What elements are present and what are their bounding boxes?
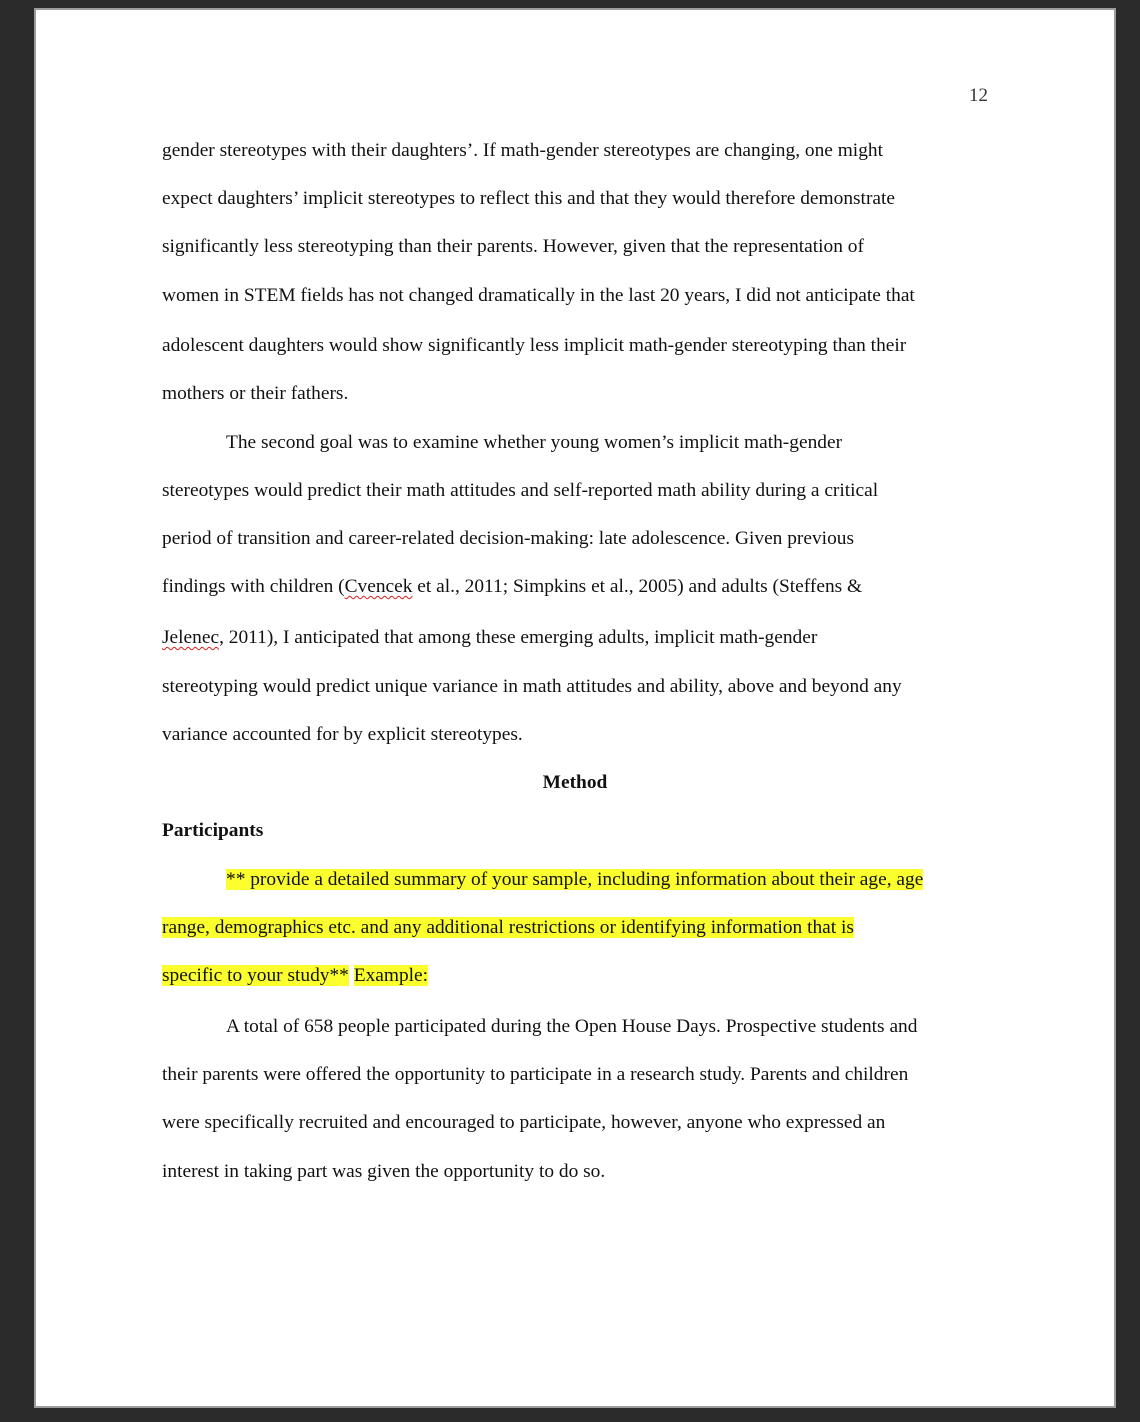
text-run: et al., 2011; Simpkins et al., 2005) and adults (Steffens & xyxy=(412,576,863,597)
paragraph-line xyxy=(162,574,862,600)
highlighted-text: ** provide a detailed summary of your sample, including information about their age, age xyxy=(226,869,924,890)
document-page xyxy=(36,10,1114,1406)
spellcheck-flagged-word[interactable]: Jelenec xyxy=(162,627,220,648)
paragraph-line xyxy=(162,625,817,651)
highlighted-instruction-line xyxy=(162,963,428,989)
paragraph-line: expect daughters’ implicit stereotypes to reflect this and that they would therefore demonstrate xyxy=(162,188,895,209)
highlighted-text: range, demographics etc. and any additional restrictions or identifying information that is xyxy=(162,917,854,938)
paragraph-line: their parents were offered the opportunity to participate in a research study. Parents and children xyxy=(162,1064,909,1085)
method-heading: Method xyxy=(542,772,608,793)
highlighted-text: Example: xyxy=(353,965,429,986)
highlighted-instruction-line xyxy=(226,867,923,893)
paragraph-line: A total of 658 people participated during the Open House Days. Prospective students and xyxy=(226,1016,918,1037)
paragraph-line: period of transition and career-related decision-making: late adolescence. Given previous xyxy=(162,528,855,549)
paragraph-line: interest in taking part was given the opportunity to do so. xyxy=(162,1161,606,1182)
paragraph-line: significantly less stereotyping than their parents. However, given that the representation of xyxy=(162,236,864,257)
paragraph-line: stereotypes would predict their math attitudes and self-reported math ability during a critical xyxy=(162,480,879,501)
paragraph-line: variance accounted for by explicit stereotypes. xyxy=(162,724,523,745)
paragraph-line: were specifically recruited and encouraged to participate, however, anyone who expressed an xyxy=(162,1112,886,1133)
highlighted-instruction-line xyxy=(162,915,854,941)
text-run: findings with children ( xyxy=(162,576,345,597)
paragraph-line: mothers or their fathers. xyxy=(162,383,349,404)
paragraph-line: The second goal was to examine whether young women’s implicit math-gender xyxy=(226,432,843,453)
participants-heading: Participants xyxy=(162,820,264,841)
paragraph-line: adolescent daughters would show significantly less implicit math-gender stereotyping than their xyxy=(162,335,907,356)
paragraph-line: women in STEM fields has not changed dramatically in the last 20 years, I did not anticipate that xyxy=(162,285,915,306)
highlighted-text: specific to your study** xyxy=(162,965,349,986)
text-run: , 2011), I anticipated that among these emerging adults, implicit math-gender xyxy=(219,627,818,648)
paragraph-line: gender stereotypes with their daughters’. If math-gender stereotypes are changing, one might xyxy=(162,140,883,161)
spellcheck-flagged-word[interactable]: Cvencek xyxy=(344,576,413,597)
page-number: 12 xyxy=(969,85,988,106)
paragraph-line: stereotyping would predict unique variance in math attitudes and ability, above and beyond any xyxy=(162,676,902,697)
